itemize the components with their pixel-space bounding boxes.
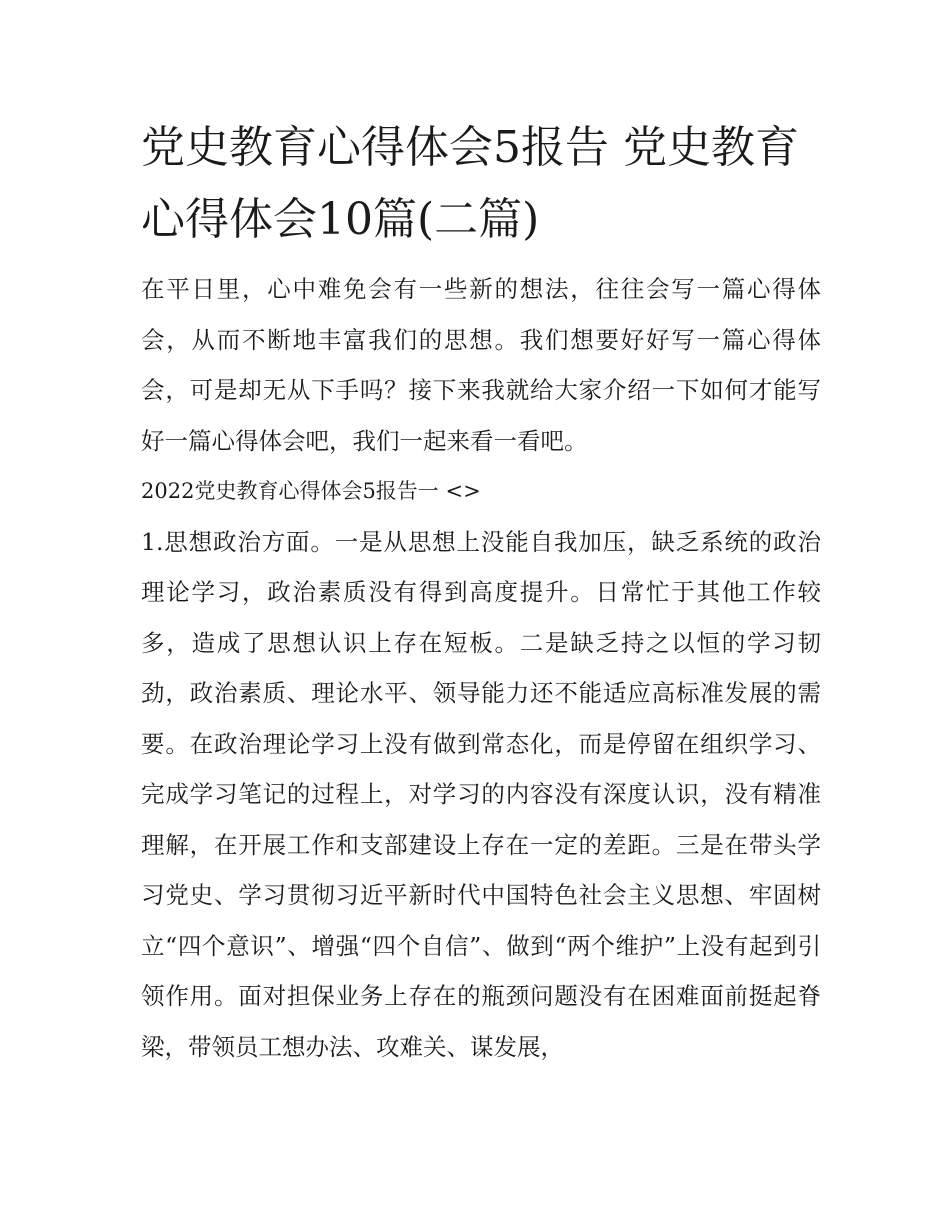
intro-paragraph: 在平日里，心中难免会有一些新的想法，往往会写一篇心得体会，从而不断地丰富我们的思想。我们想要好好写一篇心得体会，可是却无从下手吗？接下来我就给大家介绍一下如何才能写好一篇心得体会吧，我们一起来看一看吧。 <box>141 275 821 455</box>
section-body-paragraph: 1.思想政治方面。一是从思想上没能自我加压，缺乏系统的政治理论学习，政治素质没有得到高度提升。日常忙于其他工作较多，造成了思想认识上存在短板。二是缺乏持之以恒的学习韧劲，政治素质、理论水平、领导能力还不能适应高标准发展的需要。在政治理论学习上没有做到常态化，而是停留在组织学习、完成学习笔记的过程上，对学习的内容没有深度认识，没有精准理解，在开展工作和支部建设上存在一定的差距。三是在带头学习党史、学习贯彻习近平新时代中国特色社会主义思想、牢固树立“四个意识”、增强“四个自信”、做到“两个维护”上没有起到引领作用。面对担保业务上存在的瓶颈问题没有在困难面前挺起脊梁，带领员工想办法、攻难关、谋发展， <box>141 527 821 1061</box>
document-content <box>141 112 821 1072</box>
section-heading: 2022党史教育心得体会5报告一 <> <box>141 479 481 503</box>
document-title: 党史教育心得体会5报告 党史教育心得体会10篇(二篇) <box>141 122 799 245</box>
